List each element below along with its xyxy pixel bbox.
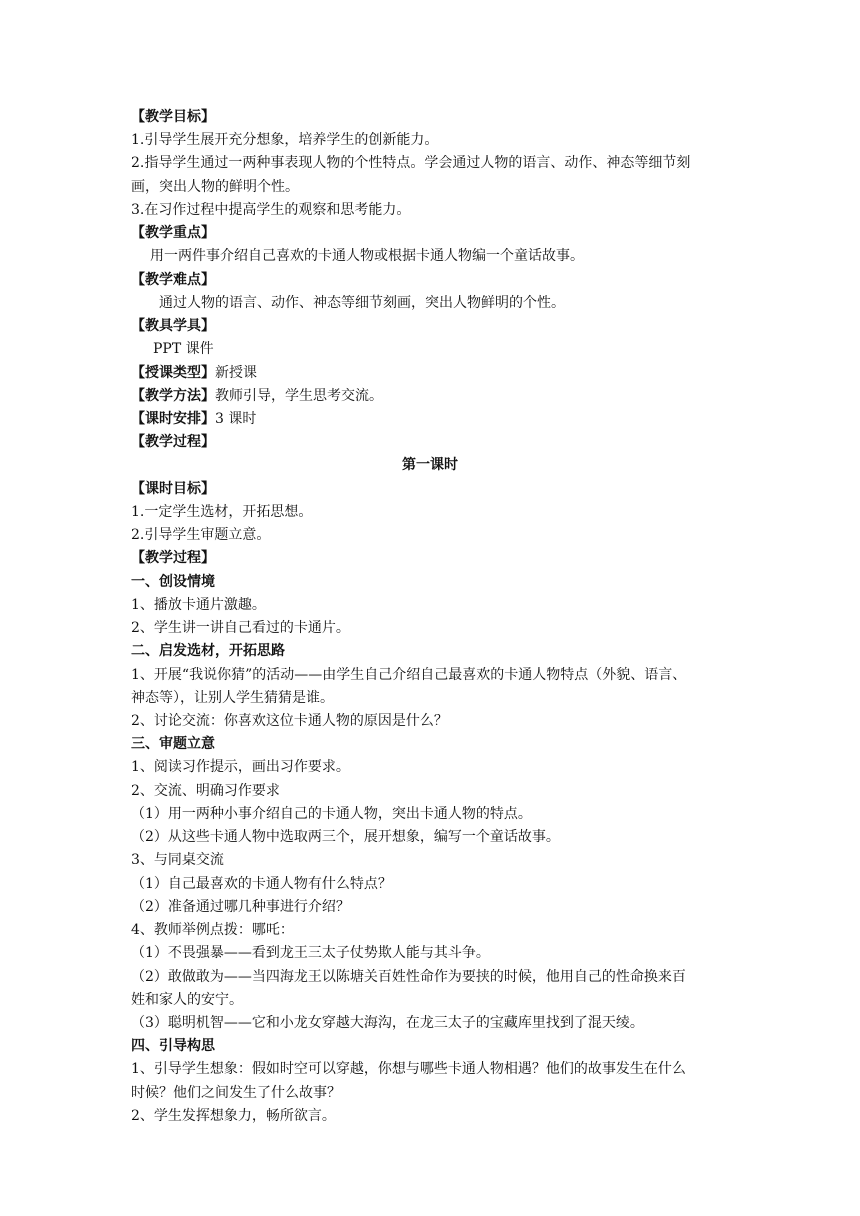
field-label: 【授课类型】 <box>131 364 215 381</box>
text-line: （1）不畏强暴——看到龙王三太子仗势欺人能与其斗争。 <box>131 945 490 962</box>
text-line: 通过人物的语言、动作、神态等细节刻画，突出人物鲜明的个性。 <box>159 294 565 311</box>
section-heading: 【教具学具】 <box>131 318 215 335</box>
text-line: 2.指导学生通过一两种事表现人物的个性特点。学会通过人物的语言、动作、神态等细节刻 <box>131 155 691 172</box>
text-line: 2、讨论交流：你喜欢这位卡通人物的原因是什么？ <box>131 712 448 729</box>
section-heading: 第一课时 <box>402 457 458 474</box>
section-heading: 一、创设情境 <box>131 573 215 590</box>
text-line: 3、与同桌交流 <box>131 852 224 869</box>
field-label: 【教学方法】 <box>131 387 215 404</box>
field-value: 3 课时 <box>215 410 257 427</box>
text-line: 神态等），让别人学生猜猜是谁。 <box>131 689 334 706</box>
section-heading: 【教学重点】 <box>131 225 215 242</box>
text-line: 3.在习作过程中提高学生的观察和思考能力。 <box>131 201 411 218</box>
text-line: 1、播放卡通片激趣。 <box>131 596 266 613</box>
text-line <box>131 386 383 406</box>
section-heading: 二、启发选材，开拓思路 <box>131 643 285 660</box>
field-value: 新授课 <box>215 364 257 381</box>
text-line: （1）用一两种小事介绍自己的卡通人物，突出卡通人物的特点。 <box>131 805 532 822</box>
field-label: 【课时安排】 <box>131 410 215 427</box>
text-line: 4、教师举例点拨：哪吒： <box>131 922 294 939</box>
section-heading: 【课时目标】 <box>131 480 215 497</box>
text-line: 1、阅读习作提示，画出习作要求。 <box>131 759 350 776</box>
text-line: 1、开展“我说你猜”的活动——由学生自己介绍自己最喜欢的卡通人物特点（外貌、语言、 <box>131 666 687 683</box>
field-value: 教师引导，学生思考交流。 <box>215 387 383 404</box>
section-heading: 三、审题立意 <box>131 736 215 753</box>
text-line: 姓和家人的安宁。 <box>131 991 243 1008</box>
section-heading: 【教学过程】 <box>131 550 215 567</box>
text-line: 2.引导学生审题立意。 <box>131 527 271 544</box>
text-line: （2）从这些卡通人物中选取两三个，展开想象，编写一个童话故事。 <box>131 829 560 846</box>
text-line <box>131 363 257 383</box>
section-heading: 【教学难点】 <box>131 271 215 288</box>
text-line: 1.一定学生选材，开拓思想。 <box>131 503 313 520</box>
text-line: （2）敢做敢为——当四海龙王以陈塘关百姓性命作为要挟的时候，他用自己的性命换来百 <box>131 968 686 985</box>
text-line: 时候？他们之间发生了什么故事？ <box>131 1084 341 1101</box>
text-line <box>131 409 256 429</box>
text-line: PPT 课件 <box>153 341 214 358</box>
text-line: （2）准备通过哪几种事进行介绍？ <box>131 898 350 915</box>
text-line: （1）自己最喜欢的卡通人物有什么特点？ <box>131 875 392 892</box>
text-line: 用一两件事介绍自己喜欢的卡通人物或根据卡通人物编一个童话故事。 <box>150 248 584 265</box>
text-line: 画，突出人物的鲜明个性。 <box>131 178 299 195</box>
text-line: 1.引导学生展开充分想象，培养学生的创新能力。 <box>131 132 439 149</box>
section-heading: 【教学过程】 <box>131 434 215 451</box>
text-line: 2、学生讲一讲自己看过的卡通片。 <box>131 620 350 637</box>
text-line: 2、学生发挥想象力，畅所欲言。 <box>131 1107 336 1124</box>
text-line: 1、引导学生想象：假如时空可以穿越，你想与哪些卡通人物相遇？他们的故事发生在什么 <box>131 1061 686 1078</box>
section-heading: 四、引导构思 <box>131 1038 215 1055</box>
section-heading: 【教学目标】 <box>131 109 215 125</box>
text-line: 2、交流、明确习作要求 <box>131 782 280 799</box>
text-line: （3）聪明机智——它和小龙女穿越大海沟，在龙三太子的宝藏库里找到了混天绫。 <box>131 1014 644 1031</box>
